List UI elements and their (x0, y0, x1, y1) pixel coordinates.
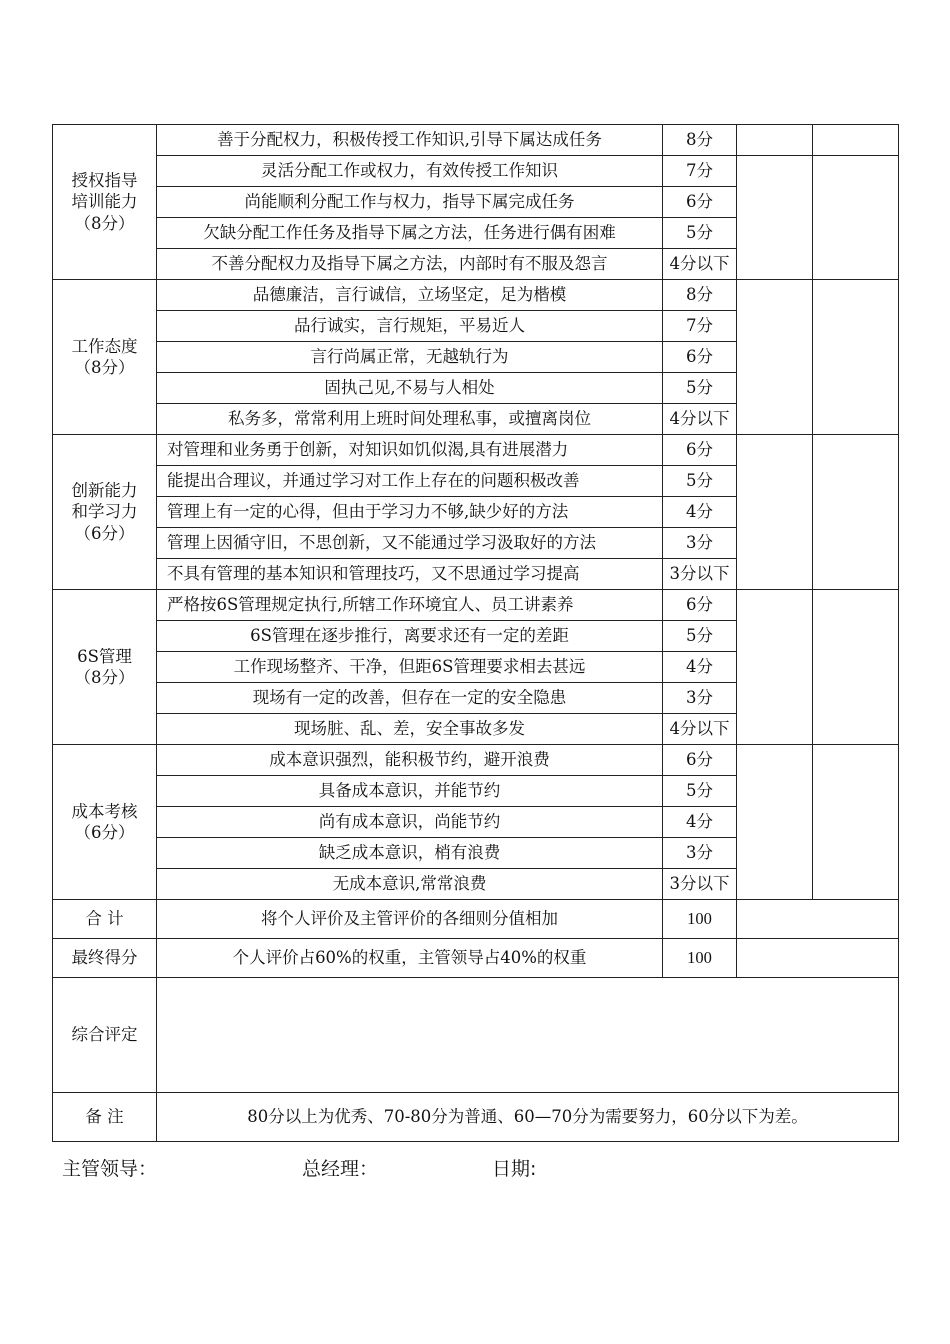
supervisor-score-cell[interactable] (813, 125, 899, 156)
criteria-score: 6分 (663, 435, 737, 466)
category-label: 创新能力 和学习力 （6分） (53, 435, 157, 590)
final-score-value: 100 (663, 939, 737, 978)
criteria-score: 5分 (663, 621, 737, 652)
criteria-description: 6S管理在逐步推行，离要求还有一定的差距 (157, 621, 663, 652)
criteria-description: 成本意识强烈，能积极节约，避开浪费 (157, 745, 663, 776)
general-manager-label: 总经理： (302, 1158, 379, 1180)
supervisor-score-cell[interactable] (813, 435, 899, 590)
total-input-cell[interactable] (737, 900, 899, 939)
criteria-row (53, 125, 899, 156)
criteria-description: 现场有一定的改善，但存在一定的安全隐患 (157, 683, 663, 714)
final-score-input-cell[interactable] (737, 939, 899, 978)
criteria-score: 3分 (663, 528, 737, 559)
criteria-score: 4分以下 (663, 404, 737, 435)
total-description: 将个人评价及主管评价的各细则分值相加 (157, 900, 663, 939)
criteria-score: 4分 (663, 497, 737, 528)
self-score-cell[interactable] (737, 590, 813, 745)
criteria-row (53, 590, 899, 621)
criteria-score: 5分 (663, 218, 737, 249)
criteria-description: 固执己见,不易与人相处 (157, 373, 663, 404)
overall-evaluation-label: 综合评定 (53, 978, 157, 1093)
criteria-score: 7分 (663, 311, 737, 342)
criteria-description: 缺乏成本意识，梢有浪费 (157, 838, 663, 869)
criteria-description: 尚有成本意识，尚能节约 (157, 807, 663, 838)
category-label: 工作态度 （8分） (53, 280, 157, 435)
criteria-score: 4分 (663, 652, 737, 683)
date-label: 日期: (492, 1158, 537, 1180)
final-score-description: 个人评价占60%的权重，主管领导占40%的权重 (157, 939, 663, 978)
criteria-score: 3分 (663, 838, 737, 869)
criteria-score: 8分 (663, 280, 737, 311)
criteria-score: 6分 (663, 745, 737, 776)
criteria-description: 工作现场整齐、干净，但距6S管理要求相去甚远 (157, 652, 663, 683)
criteria-description: 无成本意识,常常浪费 (157, 869, 663, 900)
overall-row (53, 978, 899, 1093)
self-score-cell[interactable] (737, 435, 813, 590)
criteria-description: 善于分配权力，积极传授工作知识,引导下属达成任务 (157, 125, 663, 156)
criteria-description: 对管理和业务勇于创新，对知识如饥似渴,具有进展潜力 (157, 435, 663, 466)
supervisor-score-cell[interactable] (813, 280, 899, 435)
criteria-description: 严格按6S管理规定执行,所辖工作环境宜人、员工讲素养 (157, 590, 663, 621)
category-label: 6S管理 （8分） (53, 590, 157, 745)
final-score-label: 最终得分 (53, 939, 157, 978)
remark-text: 80分以上为优秀、70-80分为普通、60—70分为需要努力，60分以下为差。 (157, 1093, 899, 1142)
total-value: 100 (663, 900, 737, 939)
self-score-cell[interactable] (737, 125, 813, 156)
criteria-row (53, 435, 899, 466)
criteria-score: 3分以下 (663, 869, 737, 900)
final-score-row (53, 939, 899, 978)
criteria-score: 4分以下 (663, 714, 737, 745)
criteria-score: 5分 (663, 373, 737, 404)
criteria-description: 品行诚实，言行规矩，平易近人 (157, 311, 663, 342)
criteria-score: 5分 (663, 466, 737, 497)
criteria-score: 3分 (663, 683, 737, 714)
remark-row (53, 1093, 899, 1142)
criteria-score: 6分 (663, 342, 737, 373)
category-label: 授权指导 培训能力 （8分） (53, 125, 157, 280)
category-label: 成本考核 （6分） (53, 745, 157, 900)
evaluation-sheet (52, 124, 898, 1142)
criteria-description: 具备成本意识，并能节约 (157, 776, 663, 807)
criteria-score: 7分 (663, 156, 737, 187)
criteria-description: 不具有管理的基本知识和管理技巧，又不思通过学习提高 (157, 559, 663, 590)
supervisor-score-cell[interactable] (813, 745, 899, 900)
criteria-row (53, 280, 899, 311)
criteria-score: 6分 (663, 590, 737, 621)
criteria-score: 4分 (663, 807, 737, 838)
criteria-description: 能提出合理议，并通过学习对工作上存在的问题积极改善 (157, 466, 663, 497)
criteria-row (53, 745, 899, 776)
supervisor-score-cell[interactable] (813, 590, 899, 745)
criteria-score: 6分 (663, 187, 737, 218)
self-score-cell[interactable] (737, 745, 813, 900)
self-score-cell[interactable] (737, 156, 813, 280)
criteria-description: 言行尚属正常，无越轨行为 (157, 342, 663, 373)
remark-label: 备 注 (53, 1093, 157, 1142)
total-label: 合 计 (53, 900, 157, 939)
criteria-description: 灵活分配工作或权力，有效传授工作知识 (157, 156, 663, 187)
criteria-description: 管理上有一定的心得，但由于学习力不够,缺少好的方法 (157, 497, 663, 528)
criteria-description: 尚能顺利分配工作与权力，指导下属完成任务 (157, 187, 663, 218)
criteria-score: 8分 (663, 125, 737, 156)
criteria-description: 现场脏、乱、差，安全事故多发 (157, 714, 663, 745)
overall-evaluation-cell[interactable] (157, 978, 899, 1093)
criteria-score: 4分以下 (663, 249, 737, 280)
self-score-cell[interactable] (737, 280, 813, 435)
supervisor-score-cell[interactable] (813, 156, 899, 280)
criteria-description: 不善分配权力及指导下属之方法，内部时有不服及怨言 (157, 249, 663, 280)
criteria-description: 私务多，常常利用上班时间处理私事，或擅离岗位 (157, 404, 663, 435)
total-row (53, 900, 899, 939)
supervisor-label: 主管领导： (62, 1158, 158, 1180)
criteria-description: 欠缺分配工作任务及指导下属之方法，任务进行偶有困难 (157, 218, 663, 249)
criteria-score: 3分以下 (663, 559, 737, 590)
criteria-description: 管理上因循守旧，不思创新，又不能通过学习汲取好的方法 (157, 528, 663, 559)
evaluation-table (52, 124, 899, 1142)
criteria-score: 5分 (663, 776, 737, 807)
criteria-row (53, 156, 899, 187)
criteria-description: 品德廉洁，言行诚信，立场坚定，足为楷模 (157, 280, 663, 311)
